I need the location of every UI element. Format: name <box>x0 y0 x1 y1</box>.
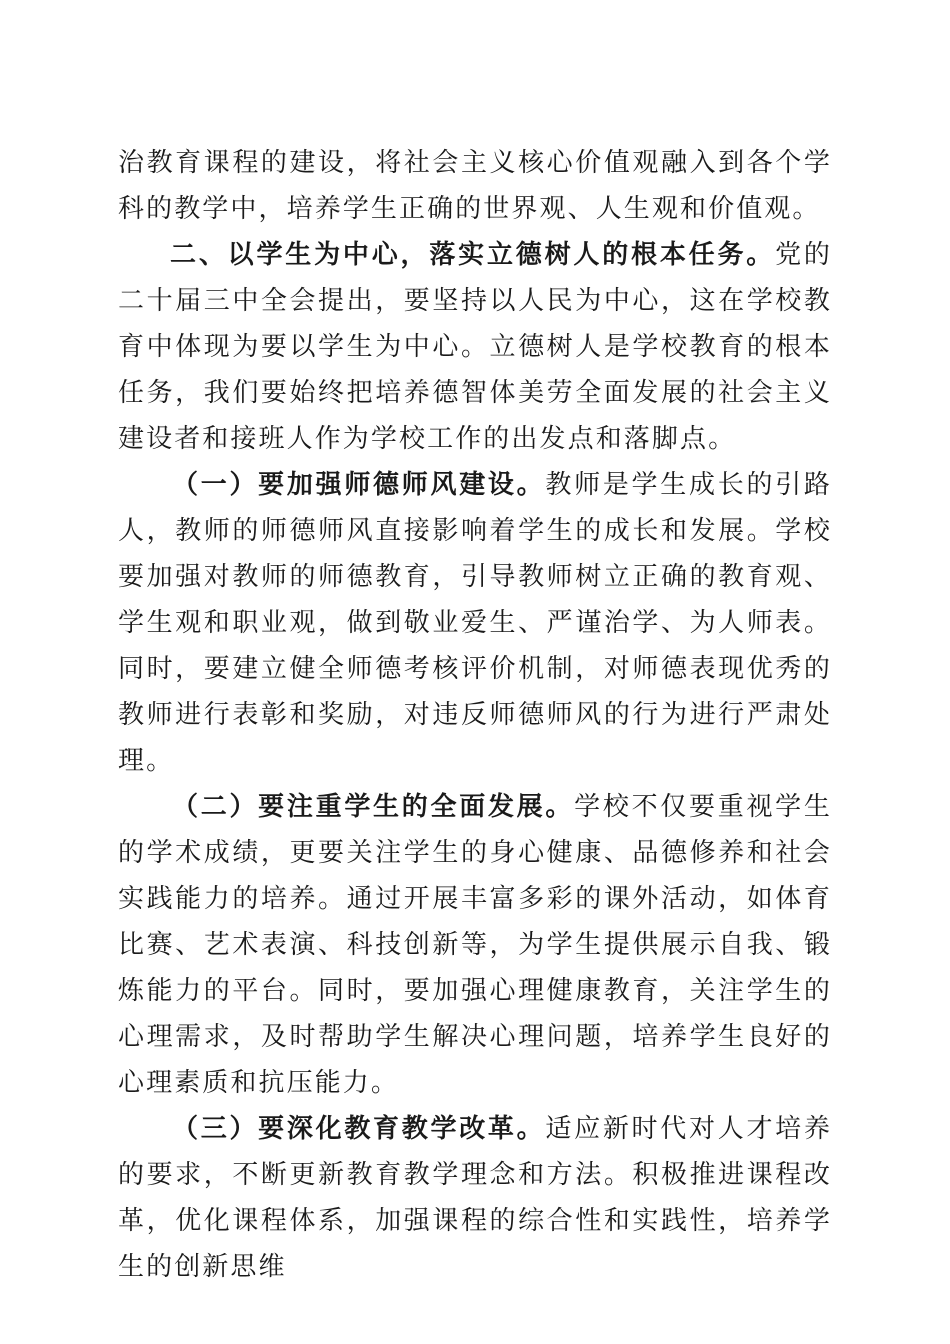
subsection-one-paragraph <box>118 462 832 784</box>
paragraph-body: 治教育课程的建设，将社会主义核心价值观融入到各个学科的教学中，培养学生正确的世界观、人生观和价值观。 <box>118 148 832 224</box>
subsection-heading: （三）要深化教育教学改革。 <box>172 1114 546 1144</box>
paragraph-continuation <box>118 140 832 232</box>
paragraph-body: 适应新时代对人才培养的要求，不断更新教育教学理念和方法。积极推进课程改革，优化课程体系，加强课程的综合性和实践性，培养学生的创新思维 <box>118 1114 832 1282</box>
subsection-three-paragraph <box>118 1106 832 1290</box>
subsection-two-paragraph <box>118 784 832 1106</box>
subsection-heading: （一）要加强师德师风建设。 <box>172 470 546 500</box>
document-body <box>118 140 832 1290</box>
paragraph-body: 教师是学生成长的引路人，教师的师德师风直接影响着学生的成长和发展。学校要加强对教师的师德教育，引导教师树立正确的教育观、学生观和职业观，做到敬业爱生、严谨治学、为人师表。同时，要建立健全师德考核评价机制，对师德表现优秀的教师进行表彰和奖励，对违反师德师风的行为进行严肃处理。 <box>118 470 832 776</box>
subsection-heading: （二）要注重学生的全面发展。 <box>172 792 575 822</box>
section-two-paragraph <box>118 232 832 462</box>
section-heading: 二、以学生为中心，落实立德树人的根本任务。 <box>170 240 776 270</box>
paragraph-body: 党的二十届三中全会提出，要坚持以人民为中心，这在学校教育中体现为要以学生为中心。立德树人是学校教育的根本任务，我们要始终把培养德智体美劳全面发展的社会主义建设者和接班人作为学校工作的出发点和落脚点。 <box>118 240 832 454</box>
paragraph-body: 学校不仅要重视学生的学术成绩，更要关注学生的身心健康、品德修养和社会实践能力的培养。通过开展丰富多彩的课外活动，如体育比赛、艺术表演、科技创新等，为学生提供展示自我、锻炼能力的平台。同时，要加强心理健康教育，关注学生的心理需求，及时帮助学生解决心理问题，培养学生良好的心理素质和抗压能力。 <box>118 792 833 1098</box>
